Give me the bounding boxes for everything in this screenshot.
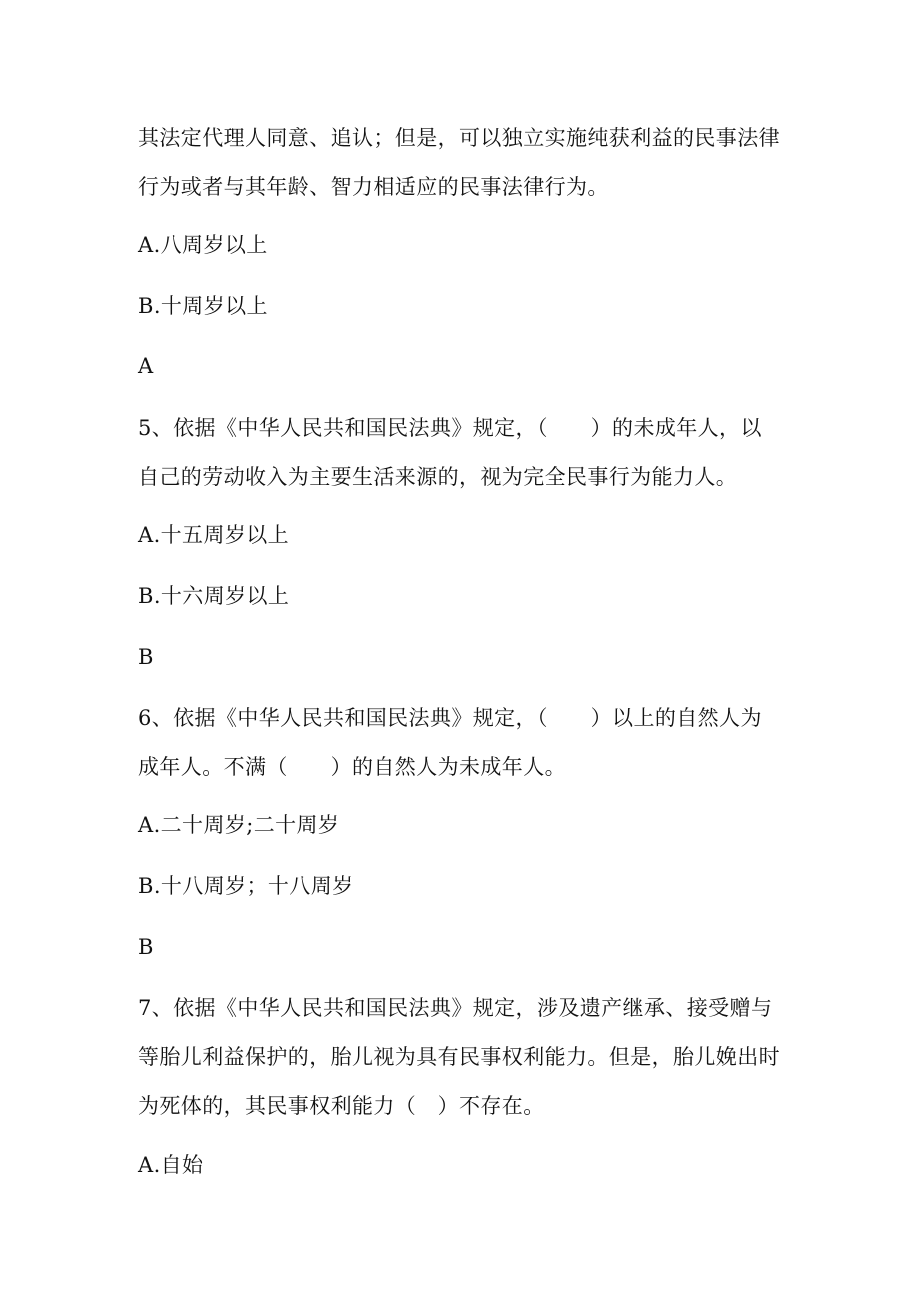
q7-stem-line-3: 为死体的，其民事权利能力（ ）不存在。 [138,1094,545,1118]
q6-option-b: B.十八周岁；十八周岁 [138,874,354,898]
q5-option-a: A.十五周岁以上 [138,523,290,547]
q4-stem-line-1: 其法定代理人同意、追认；但是，可以独立实施纯获利益的民事法律 [138,126,780,150]
q4-option-a: A.八周岁以上 [138,233,268,257]
q7-option-a: A.自始 [138,1153,204,1177]
q5-stem-line-1: 5、依据《中华人民共和国民法典》规定，（ ）的未成年人，以 [138,416,762,440]
q5-option-b: B.十六周岁以上 [138,584,290,608]
q4-option-b: B.十周岁以上 [138,294,268,318]
q7-stem-line-1: 7、依据《中华人民共和国民法典》规定，涉及遗产继承、接受赠与 [138,996,773,1020]
q4-answer: A [138,354,154,378]
q5-answer: B [138,645,154,669]
q7-stem-line-2: 等胎儿利益保护的，胎儿视为具有民事权利能力。但是，胎儿娩出时 [138,1045,780,1069]
q6-stem-line-2: 成年人。不满（ ）的自然人为未成年人。 [138,755,566,779]
q6-option-a: A.二十周岁;二十周岁 [138,813,340,837]
q5-stem-line-2: 自己的劳动收入为主要生活来源的，视为完全民事行为能力人。 [138,465,738,489]
q6-answer: B [138,935,154,959]
q4-stem-line-2: 行为或者与其年龄、智力相适应的民事法律行为。 [138,175,609,199]
q6-stem-line-1: 6、依据《中华人民共和国民法典》规定，（ ）以上的自然人为 [138,706,762,730]
